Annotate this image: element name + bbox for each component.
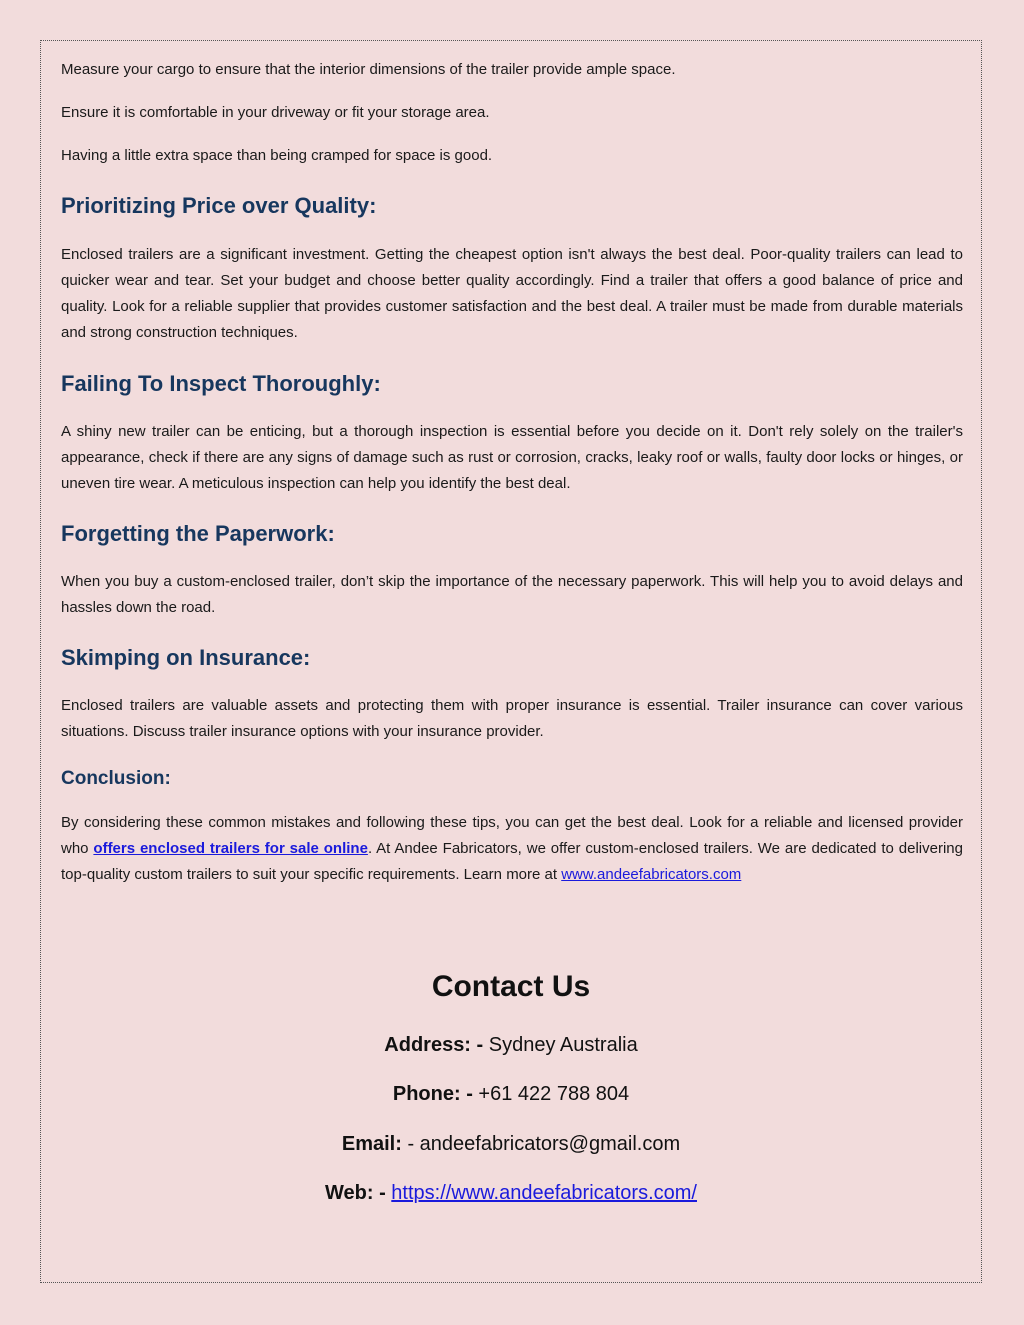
heading-conclusion: Conclusion: bbox=[61, 768, 171, 789]
conclusion-text-start: By considering these common mistakes and following these tips, you can get the best deal. Look for a reliable and licensed provider who bbox=[61, 814, 963, 857]
document-body bbox=[61, 60, 963, 888]
paragraph-paperwork: When you buy a custom-enclosed trailer, don’t skip the importance of the necessary paperwork. This will help you to avoid delays and hassles down the road. bbox=[61, 573, 963, 616]
intro-paragraph-1: Measure your cargo to ensure that the interior dimensions of the trailer provide ample space. bbox=[61, 61, 676, 78]
web-url-link[interactable]: https://www.andeefabricators.com/ bbox=[391, 1182, 697, 1204]
email-label: Email: bbox=[341, 1133, 402, 1155]
contact-email bbox=[40, 1133, 982, 1156]
heading-insurance: Skimping on Insurance: bbox=[61, 645, 311, 670]
contact-web bbox=[40, 1182, 982, 1205]
contact-phone bbox=[40, 1083, 982, 1106]
paragraph-insurance: Enclosed trailers are valuable assets and protecting them with proper insurance is essential. Trailer insurance can cover various situations. Discuss trailer insurance options with your insurance provider. bbox=[61, 697, 963, 740]
email-value: - andeefabricators@gmail.com bbox=[401, 1133, 681, 1155]
phone-value: +61 422 788 804 bbox=[472, 1083, 630, 1105]
intro-paragraph-3: Having a little extra space than being cramped for space is good. bbox=[61, 147, 493, 164]
phone-label: Phone: - bbox=[392, 1083, 473, 1105]
web-label: Web: - bbox=[325, 1182, 386, 1204]
heading-price-over-quality: Prioritizing Price over Quality: bbox=[61, 193, 377, 218]
address-value: Sydney Australia bbox=[483, 1034, 638, 1056]
address-label: Address: - bbox=[384, 1034, 484, 1056]
heading-paperwork: Forgetting the Paperwork: bbox=[61, 521, 335, 546]
contact-address bbox=[40, 1034, 982, 1057]
intro-paragraph-2: Ensure it is comfortable in your driveway or fit your storage area. bbox=[61, 104, 490, 121]
enclosed-trailers-sale-link[interactable]: offers enclosed trailers for sale online bbox=[93, 840, 368, 857]
paragraph-price-over-quality: Enclosed trailers are a significant investment. Getting the cheapest option isn't always the best deal. Poor-quality trailers can lead to quicker wear and tear. Set your budget and choose better quality accordingly. Find a trailer that offers a good balance of price and quality. Look for a reliable supplier that provides customer satisfaction and the best deal. A trailer must be made from durable materials and strong construction techniques. bbox=[61, 246, 963, 341]
heading-inspect-thoroughly: Failing To Inspect Thoroughly: bbox=[61, 371, 381, 396]
paragraph-inspect-thoroughly: A shiny new trailer can be enticing, but a thorough inspection is essential before you decide on it. Don't rely solely on the trailer's appearance, check if there are any signs of damage such as rust or corrosion, cracks, leaky roof or walls, faulty door locks or hinges, or uneven tire wear. A meticulous inspection can help you identify the best deal. bbox=[61, 423, 963, 492]
conclusion-text-middle: . At Andee Fabricators, we offer custom-enclosed trailers. We are dedicated to delivering top-quality custom trailers to suit your specific requirements. Learn more at bbox=[61, 840, 963, 883]
paragraph-conclusion bbox=[61, 810, 963, 888]
andee-website-link[interactable]: www.andeefabricators.com bbox=[561, 866, 742, 883]
contact-title: Contact Us bbox=[431, 970, 591, 1003]
